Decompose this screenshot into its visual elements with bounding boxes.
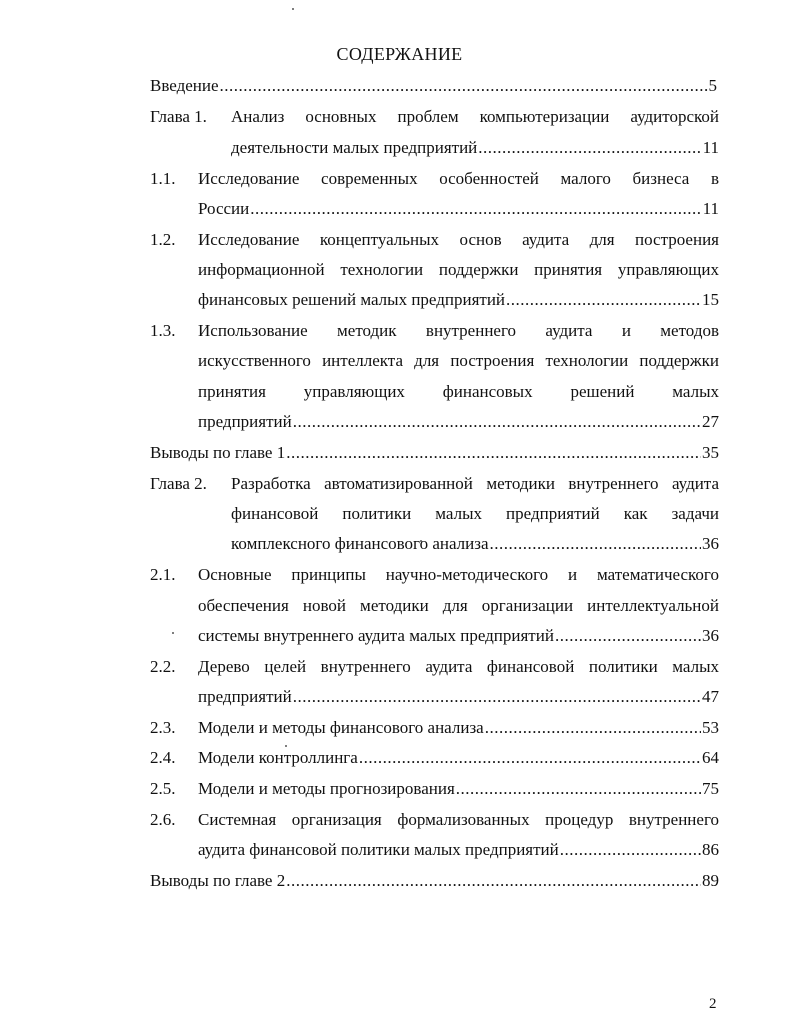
toc-entry-text: Модели контроллинга	[198, 748, 358, 767]
toc-entry-page: 75	[702, 779, 719, 798]
leader-dots	[560, 840, 701, 860]
toc-entry-ch2	[231, 534, 719, 554]
leader-dots	[293, 412, 701, 432]
toc-entry-2-5	[198, 779, 719, 799]
toc-entry-line: финансовой политики малых предприятий как задачи	[231, 504, 719, 523]
toc-entry-page: 11	[702, 199, 719, 218]
toc-section-number: 2.2.	[150, 657, 176, 676]
toc-entry-page: 64	[702, 748, 719, 767]
toc-entry-text: аудита финансовой политики малых предприятий	[198, 840, 559, 859]
toc-entry-1-2	[198, 290, 719, 310]
toc-entry-text: предприятий	[198, 412, 292, 431]
toc-entry-line: Исследование концептуальных основ аудита для построения	[198, 230, 719, 249]
toc-entry-text: Выводы по главе 2	[150, 871, 286, 890]
toc-entry-page: 5	[708, 76, 717, 95]
toc-entry-line: принятия управляющих финансовых решений малых	[198, 382, 719, 401]
toc-entry-line: Дерево целей внутреннего аудита финансовой политики малых	[198, 657, 719, 676]
page-number: 2	[709, 996, 717, 1012]
leader-dots	[286, 443, 701, 463]
scan-speck	[285, 745, 287, 747]
toc-entry-intro	[150, 76, 717, 96]
toc-entry-2-2	[198, 687, 719, 707]
toc-entry-line: Исследование современных особенностей малого бизнеса в	[198, 169, 719, 188]
toc-entry-text: Введение	[150, 76, 219, 95]
toc-entry-page: 86	[702, 840, 719, 859]
toc-entry-page: 11	[702, 138, 719, 157]
toc-entry-ch1	[231, 138, 719, 158]
leader-dots	[286, 871, 701, 891]
toc-entry-line: Анализ основных проблем компьютеризации аудиторской	[231, 107, 719, 126]
toc-section-number: 2.6.	[150, 810, 176, 829]
page-title: СОДЕРЖАНИЕ	[336, 44, 463, 64]
toc-chapter-number: Глава 2.	[150, 474, 207, 493]
toc-entry-1-3	[198, 412, 719, 432]
toc-entry-line: информационной технологии поддержки принятия управляющих	[198, 260, 719, 279]
toc-entry-line: Системная организация формализованных процедур внутреннего	[198, 810, 719, 829]
toc-entry-text: Выводы по главе 1	[150, 443, 286, 462]
toc-entry-text: системы внутреннего аудита малых предприятий	[198, 626, 554, 645]
toc-entry-text: Модели и методы прогнозирования	[198, 779, 455, 798]
scan-speck	[172, 632, 174, 634]
leader-dots	[220, 76, 708, 96]
toc-entry-2-1	[198, 626, 719, 646]
toc-entry-line: Использование методик внутреннего аудита и методов	[198, 321, 719, 340]
scan-speck	[292, 8, 294, 10]
toc-section-number: 1.1.	[150, 169, 176, 188]
toc-chapter-number: Глава 1.	[150, 107, 207, 126]
toc-entry-text: комплексного финансового анализа	[231, 534, 489, 553]
toc-entry-line: Разработка автоматизированной методики внутреннего аудита	[231, 474, 719, 493]
leader-dots	[485, 718, 701, 738]
toc-entry-2-4	[198, 748, 719, 768]
toc-entry-text: предприятий	[198, 687, 292, 706]
leader-dots	[250, 199, 701, 219]
toc-entry-text: деятельности малых предприятий	[231, 138, 478, 157]
toc-entry-page: 89	[702, 871, 719, 890]
toc-entry-line: искусственного интеллекта для построения технологии поддержки	[198, 351, 719, 370]
toc-entry-2-6	[198, 840, 719, 860]
toc-section-number: 2.3.	[150, 718, 176, 737]
leader-dots	[293, 687, 701, 707]
leader-dots	[490, 534, 701, 554]
toc-section-number: 2.1.	[150, 565, 176, 584]
toc-entry-conclusions-1	[150, 443, 719, 463]
toc-entry-page: 15	[702, 290, 719, 309]
toc-entry-2-3	[198, 718, 719, 738]
toc-entry-page: 36	[702, 626, 719, 645]
toc-entry-conclusions-2	[150, 871, 719, 891]
leader-dots	[555, 626, 701, 646]
toc-entry-1-1	[198, 199, 719, 219]
toc-section-number: 1.2.	[150, 230, 176, 249]
toc-entry-line: Основные принципы научно-методического и математического	[198, 565, 719, 584]
toc-section-number: 2.4.	[150, 748, 176, 767]
leader-dots	[359, 748, 701, 768]
toc-entry-text: Модели и методы финансового анализа	[198, 718, 484, 737]
leader-dots	[506, 290, 701, 310]
toc-section-number: 2.5.	[150, 779, 176, 798]
toc-entry-text: финансовых решений малых предприятий	[198, 290, 506, 309]
leader-dots	[456, 779, 701, 799]
toc-entry-page: 53	[702, 718, 719, 737]
toc-entry-page: 27	[702, 412, 719, 431]
toc-entry-page: 47	[702, 687, 719, 706]
leader-dots	[478, 138, 701, 158]
toc-section-number: 1.3.	[150, 321, 176, 340]
toc-entry-page: 35	[702, 443, 719, 462]
toc-entry-text: России	[198, 199, 250, 218]
toc-entry-line: обеспечения новой методики для организации интеллектуальной	[198, 596, 719, 615]
toc-entry-page: 36	[702, 534, 719, 553]
